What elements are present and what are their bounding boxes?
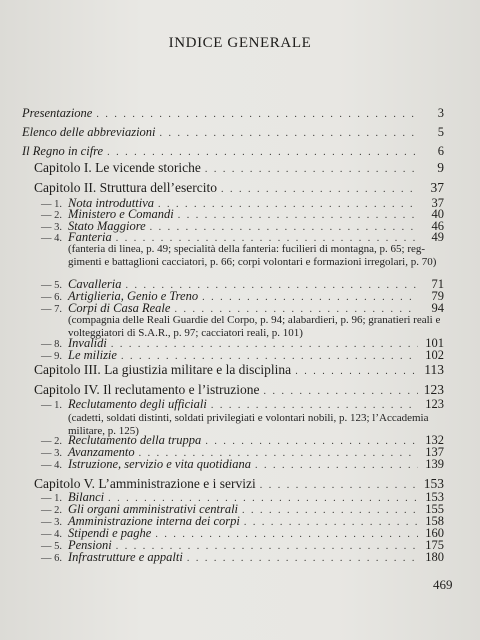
toc-chapter-3[interactable] (34, 362, 444, 378)
section-page: 101 (425, 336, 444, 350)
section-label: Invalidi (68, 336, 107, 350)
chapter-page: 9 (437, 160, 444, 175)
section-number: — 7. (41, 304, 62, 315)
section-label: Artiglieria, Genio e Treno (68, 289, 199, 303)
leader-dots (295, 364, 418, 380)
section-label: Le milizie (68, 348, 117, 362)
toc-entry-abbreviazioni[interactable] (22, 124, 444, 140)
section-page: 180 (425, 550, 444, 564)
section-label: Infrastrutture e appalti (68, 550, 183, 564)
section-number: — 3. (41, 517, 62, 528)
section-page: 160 (425, 526, 444, 540)
leader-dots (205, 162, 418, 178)
section-page: 175 (425, 538, 444, 552)
section-number: — 4. (41, 460, 62, 471)
toc-section[interactable] (34, 456, 444, 472)
chapter-page: 123 (423, 382, 444, 397)
section-description: (compagnia delle Reali Guardie del Corpo, p. 94; alabardieri, p. 96; granatieri reali e volteggiatori di S.A.R., p. 97; cacciatori reali, p. 101) (68, 314, 441, 339)
entry-page: 3 (437, 106, 444, 120)
toc-section[interactable] (34, 347, 444, 363)
section-label: Pensioni (68, 538, 112, 552)
section-number: — 6. (41, 292, 62, 303)
section-page: 79 (431, 289, 444, 303)
section-number: — 2. (41, 505, 62, 516)
chapter-label: Capitolo IV. Il reclutamento e l’istruzione (34, 382, 260, 397)
page-title: INDICE GENERALE (168, 35, 312, 51)
section-number: — 4. (41, 233, 62, 244)
chapter-label: Capitolo I. Le vicende storiche (34, 160, 201, 175)
section-number: — 6. (41, 553, 62, 564)
section-page: 49 (431, 230, 444, 244)
section-number: — 3. (41, 448, 62, 459)
entry-page: 5 (437, 125, 444, 139)
toc-entry-presentazione[interactable] (22, 105, 444, 121)
section-label: Corpi di Casa Reale (68, 301, 171, 315)
toc-entry-regno-in-cifre[interactable] (22, 143, 444, 159)
section-page: 139 (425, 457, 444, 471)
chapter-label: Capitolo II. Struttura dell’esercito (34, 180, 217, 195)
leader-dots (187, 551, 418, 567)
section-page: 46 (431, 219, 444, 233)
section-page: 153 (425, 490, 444, 504)
toc-chapter-1[interactable] (34, 160, 444, 176)
section-number: — 9. (41, 351, 62, 362)
section-page: 155 (425, 502, 444, 516)
page-number: 469 (433, 577, 453, 592)
chapter-page: 153 (423, 476, 444, 491)
section-number: — 8. (41, 339, 62, 350)
section-number: — 4. (41, 529, 62, 540)
section-number: — 1. (41, 493, 62, 504)
section-number: — 2. (41, 210, 62, 221)
section-label: Nota introduttiva (68, 196, 154, 210)
section-page: 94 (431, 301, 444, 315)
section-number: — 2. (41, 436, 62, 447)
section-label: Bilanci (68, 490, 105, 504)
section-number: — 5. (41, 541, 62, 552)
section-number: — 1. (41, 199, 62, 210)
leader-dots (255, 458, 418, 474)
section-label: Fanteria (68, 230, 112, 244)
section-number: — 3. (41, 222, 62, 233)
section-label: Amministrazione interna dei corpi (68, 514, 240, 528)
section-label: Reclutamento degli ufficiali (68, 397, 207, 411)
entry-label: Il Regno in cifre (22, 144, 104, 158)
toc-section[interactable] (34, 549, 444, 565)
section-label: Avanzamento (68, 445, 135, 459)
section-page: 40 (431, 207, 444, 221)
toc-chapter-2[interactable] (34, 180, 444, 196)
section-page: 132 (425, 433, 444, 447)
section-number: — 1. (41, 400, 62, 411)
section-page: 102 (425, 348, 444, 362)
chapter-label: Capitolo III. La giustizia militare e la disciplina (34, 362, 292, 377)
section-page: 137 (425, 445, 444, 459)
section-label: Stipendi e paghe (68, 526, 152, 540)
chapter-page: 37 (430, 180, 444, 195)
entry-label: Elenco delle abbreviazioni (22, 125, 156, 139)
leader-dots (96, 107, 418, 123)
section-label: Cavalleria (68, 277, 122, 291)
entry-label: Presentazione (22, 106, 93, 120)
section-description: (fanteria di linea, p. 49; specialità della fanteria: fucilieri di montagna, p. 65; reggimenti e battaglioni cacciatori, p. 66; corpi volontari e formazioni irregolari, p. 70) (68, 243, 437, 268)
section-label: Ministero e Comandi (68, 207, 174, 221)
chapter-label: Capitolo V. L’amministrazione e i servizi (34, 476, 256, 491)
section-label: Istruzione, servizio e vita quotidiana (68, 457, 251, 471)
entry-page: 6 (437, 144, 444, 158)
section-page: 123 (425, 397, 444, 411)
section-page: 158 (425, 514, 444, 528)
section-page: 71 (431, 277, 444, 291)
leader-dots (107, 145, 418, 161)
section-label: Reclutamento della truppa (68, 433, 202, 447)
leader-dots (160, 126, 418, 142)
section-number: — 5. (41, 280, 62, 291)
section-page: 37 (431, 196, 444, 210)
chapter-page: 113 (424, 362, 444, 377)
toc-section[interactable] (34, 396, 444, 412)
section-label: Gli organi amministrativi centrali (68, 502, 239, 516)
section-label: Stato Maggiore (68, 219, 146, 233)
section-description: (cadetti, soldati distinti, soldati privilegiati e volontari nobili, p. 123; l’Accademia militare, p. 125) (68, 412, 429, 437)
